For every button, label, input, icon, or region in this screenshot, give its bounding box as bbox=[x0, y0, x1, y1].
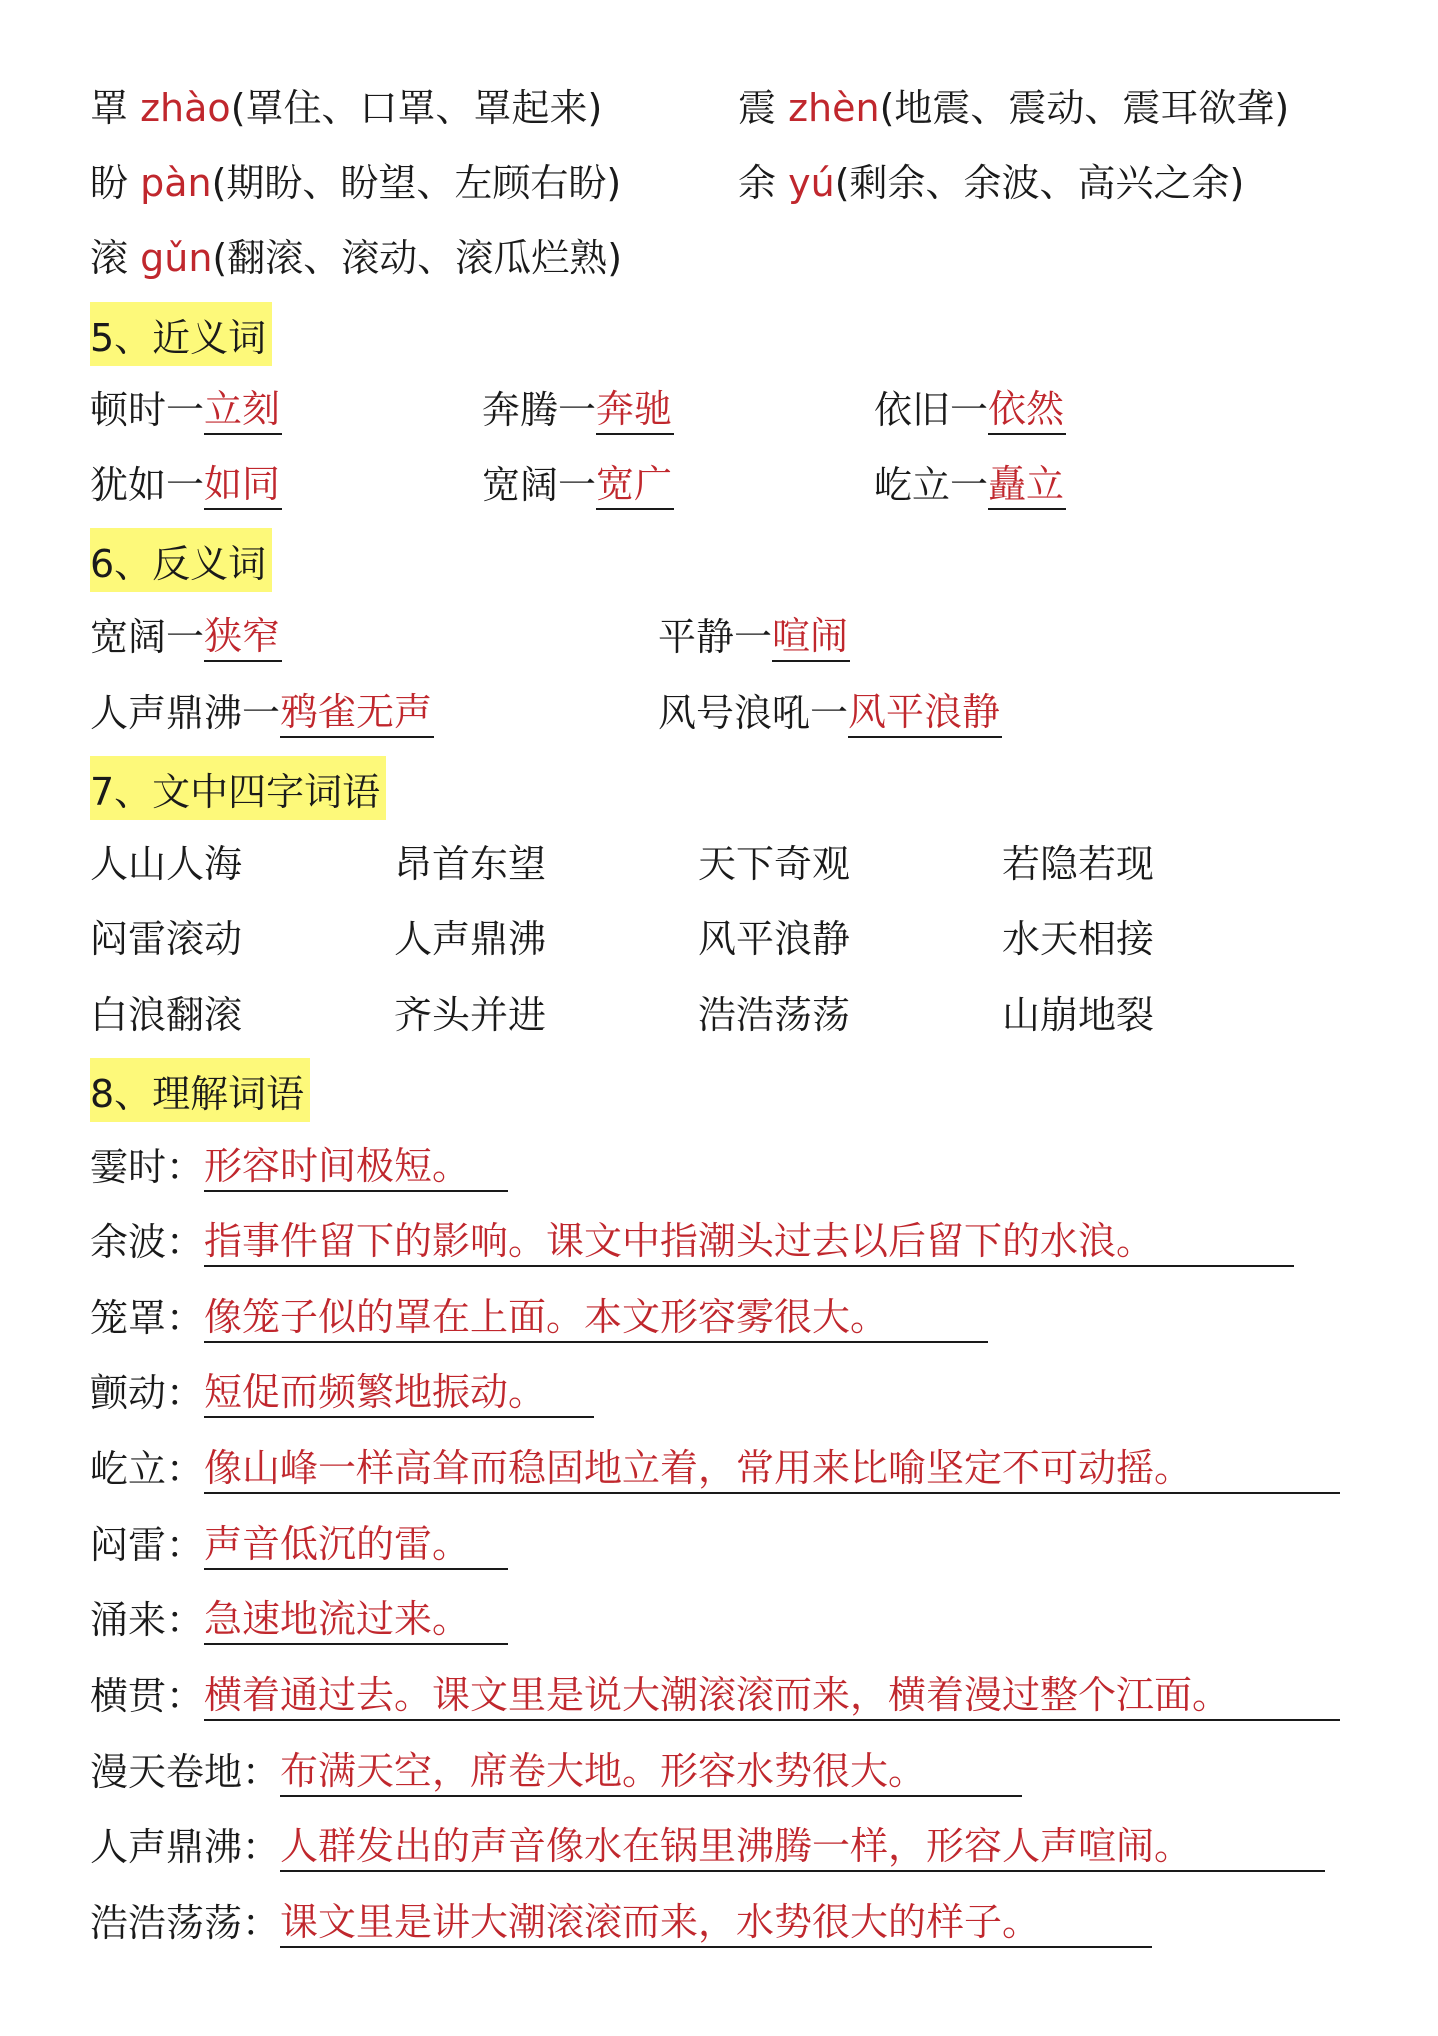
pinyin-words: (罩住、口罩、罩起来) bbox=[230, 86, 603, 130]
idiom: 人山人海 bbox=[90, 842, 243, 886]
pinyin-entry bbox=[90, 153, 621, 213]
word: 奔腾一 bbox=[482, 388, 597, 432]
idiom: 天下奇观 bbox=[698, 842, 851, 886]
word: 宽阔一 bbox=[90, 615, 205, 659]
pinyin-char: 罩 bbox=[90, 86, 129, 130]
definition: 布满天空，席卷大地。形容水势很大。 bbox=[280, 1747, 1022, 1797]
idiom: 浩浩荡荡 bbox=[698, 993, 851, 1037]
term: 闷雷： bbox=[90, 1523, 205, 1567]
antonym-pair bbox=[658, 683, 1002, 743]
word: 依旧一 bbox=[874, 388, 989, 432]
synonym-pair bbox=[482, 455, 674, 515]
definition-row bbox=[90, 1363, 594, 1423]
pinyin-char: 震 bbox=[738, 86, 777, 130]
idiom: 若隐若现 bbox=[1002, 842, 1155, 886]
pinyin-char: 滚 bbox=[90, 236, 129, 280]
synonym-pair bbox=[874, 380, 1066, 440]
pinyin-words: (翻滚、滚动、滚瓜烂熟) bbox=[212, 236, 623, 280]
answer: 依然 bbox=[988, 385, 1066, 435]
pinyin-entry bbox=[738, 153, 1244, 213]
section-heading-word-meanings: 8、理解词语 bbox=[90, 1058, 310, 1122]
definition: 像山峰一样高耸而稳固地立着，常用来比喻坚定不可动摇。 bbox=[204, 1444, 1340, 1494]
definition: 急速地流过来。 bbox=[204, 1595, 508, 1645]
word: 顿时一 bbox=[90, 388, 205, 432]
idiom: 水天相接 bbox=[1002, 917, 1155, 961]
answer: 如同 bbox=[204, 460, 282, 510]
synonym-pair bbox=[482, 380, 674, 440]
pinyin-words: (地震、震动、震耳欲聋) bbox=[879, 86, 1290, 130]
answer: 奔驰 bbox=[596, 385, 674, 435]
definition-row bbox=[90, 1590, 508, 1650]
word: 宽阔一 bbox=[482, 463, 597, 507]
answer: 宽广 bbox=[596, 460, 674, 510]
term: 漫天卷地： bbox=[90, 1750, 281, 1794]
idiom: 齐头并进 bbox=[394, 993, 547, 1037]
definition: 像笼子似的罩在上面。本文形容雾很大。 bbox=[204, 1293, 988, 1343]
definition-row bbox=[90, 1439, 1340, 1499]
definition: 人群发出的声音像水在锅里沸腾一样，形容人声喧闹。 bbox=[280, 1822, 1325, 1872]
antonym-pair bbox=[90, 607, 282, 667]
word: 人声鼎沸一 bbox=[90, 691, 281, 735]
word: 平静一 bbox=[658, 615, 773, 659]
pinyin-text: zhào bbox=[140, 86, 231, 130]
term: 颤动： bbox=[90, 1371, 205, 1415]
definition-row bbox=[90, 1288, 988, 1348]
answer: 狭窄 bbox=[204, 612, 282, 662]
answer: 风平浪静 bbox=[848, 688, 1002, 738]
synonym-pair bbox=[90, 455, 282, 515]
idiom: 昂首东望 bbox=[394, 842, 547, 886]
idiom: 闷雷滚动 bbox=[90, 917, 243, 961]
definition-row bbox=[90, 1212, 1294, 1272]
word: 犹如一 bbox=[90, 463, 205, 507]
idiom: 人声鼎沸 bbox=[394, 917, 547, 961]
section-heading-antonyms: 6、反义词 bbox=[90, 528, 272, 592]
term: 笼罩： bbox=[90, 1296, 205, 1340]
term: 屹立： bbox=[90, 1447, 205, 1491]
pinyin-char: 余 bbox=[738, 161, 777, 205]
pinyin-text: zhèn bbox=[788, 86, 880, 130]
synonym-pair bbox=[874, 455, 1066, 515]
term: 涌来： bbox=[90, 1598, 205, 1642]
pinyin-entry bbox=[90, 78, 602, 138]
pinyin-entry bbox=[90, 228, 622, 288]
answer: 鸦雀无声 bbox=[280, 688, 434, 738]
definition: 横着通过去。课文里是说大潮滚滚而来，横着漫过整个江面。 bbox=[204, 1671, 1340, 1721]
definition: 指事件留下的影响。课文中指潮头过去以后留下的水浪。 bbox=[204, 1217, 1294, 1267]
idiom: 山崩地裂 bbox=[1002, 993, 1155, 1037]
idiom: 白浪翻滚 bbox=[90, 993, 243, 1037]
definition: 声音低沉的雷。 bbox=[204, 1520, 508, 1570]
pinyin-words: (期盼、盼望、左顾右盼) bbox=[211, 161, 622, 205]
answer: 喧闹 bbox=[772, 612, 850, 662]
term: 霎时： bbox=[90, 1145, 205, 1189]
word: 屹立一 bbox=[874, 463, 989, 507]
answer: 立刻 bbox=[204, 385, 282, 435]
antonym-pair bbox=[658, 607, 850, 667]
idiom: 风平浪静 bbox=[698, 917, 851, 961]
antonym-pair bbox=[90, 683, 434, 743]
definition-row bbox=[90, 1742, 1022, 1802]
definition-row bbox=[90, 1137, 508, 1197]
answer: 矗立 bbox=[988, 460, 1066, 510]
word: 风号浪吼一 bbox=[658, 691, 849, 735]
pinyin-text: yú bbox=[788, 161, 835, 205]
pinyin-text: pàn bbox=[140, 161, 212, 205]
term: 浩浩荡荡： bbox=[90, 1901, 281, 1945]
term: 横贯： bbox=[90, 1674, 205, 1718]
definition-row bbox=[90, 1893, 1152, 1953]
definition: 课文里是讲大潮滚滚而来，水势很大的样子。 bbox=[280, 1898, 1152, 1948]
definition-row bbox=[90, 1666, 1340, 1726]
definition: 短促而频繁地振动。 bbox=[204, 1368, 594, 1418]
section-heading-synonyms: 5、近义词 bbox=[90, 302, 272, 366]
pinyin-text: gǔn bbox=[140, 236, 213, 280]
pinyin-words: (剩余、余波、高兴之余) bbox=[834, 161, 1245, 205]
section-heading-four-char-words: 7、文中四字词语 bbox=[90, 756, 386, 820]
definition-row bbox=[90, 1515, 508, 1575]
synonym-pair bbox=[90, 380, 282, 440]
term: 余波： bbox=[90, 1220, 205, 1264]
definition: 形容时间极短。 bbox=[204, 1142, 508, 1192]
pinyin-entry bbox=[738, 78, 1289, 138]
term: 人声鼎沸： bbox=[90, 1825, 281, 1869]
pinyin-char: 盼 bbox=[90, 161, 129, 205]
definition-row bbox=[90, 1817, 1325, 1877]
